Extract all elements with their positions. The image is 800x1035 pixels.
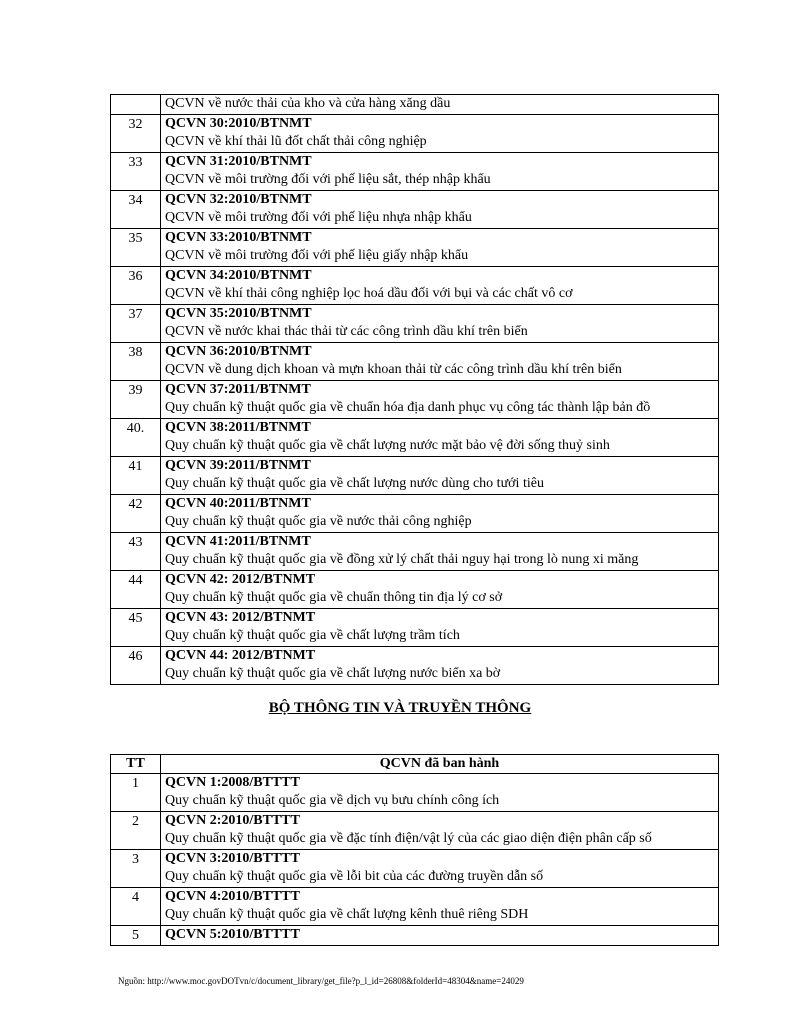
row-code: QCVN 42: 2012/BTNMT [165, 572, 316, 587]
row-number: 33 [111, 153, 161, 191]
table-row [111, 647, 719, 685]
row-number: 1 [111, 774, 161, 812]
table-row [111, 419, 719, 457]
row-number: 35 [111, 229, 161, 267]
row-code: QCVN 33:2010/BTNMT [165, 230, 312, 245]
table-row [111, 381, 719, 419]
row-number: 4 [111, 888, 161, 926]
row-number: 38 [111, 343, 161, 381]
row-description: QCVN về môi trường đối với phế liệu nhựa nhập khẩu [165, 210, 472, 225]
row-number: 5 [111, 926, 161, 946]
row-code: QCVN 39:2011/BTNMT [165, 458, 311, 473]
row-code: QCVN 35:2010/BTNMT [165, 306, 312, 321]
row-description: QCVN về nước khai thác thải từ các công trình dầu khí trên biển [165, 324, 528, 339]
row-number: 42 [111, 495, 161, 533]
table-row [111, 115, 719, 153]
row-number: 40. [111, 419, 161, 457]
row-description: Quy chuẩn kỹ thuật quốc gia về đặc tính điện/vật lý của các giao diện điện phân cấp số [165, 831, 652, 846]
row-description: Quy chuẩn kỹ thuật quốc gia về dịch vụ bưu chính công ích [165, 793, 500, 808]
table-row [111, 926, 719, 946]
row-code: QCVN 36:2010/BTNMT [165, 344, 312, 359]
table-row [111, 191, 719, 229]
section-title: BỘ THÔNG TIN VÀ TRUYỀN THÔNG [268, 700, 532, 716]
source-footer: Nguồn: http://www.moc.govDOTvn/c/document_library/get_file?p_l_id=26808&folderId=48304&name=24029 [118, 976, 524, 986]
table-row [111, 305, 719, 343]
row-description: Quy chuẩn kỹ thuật quốc gia về chất lượng nước biển xa bờ [165, 666, 501, 681]
table-row [111, 571, 719, 609]
row-description: Quy chuẩn kỹ thuật quốc gia về lỗi bit của các đường truyền dẫn số [165, 869, 544, 884]
table-row [111, 609, 719, 647]
row-number: 36 [111, 267, 161, 305]
row-description: Quy chuẩn kỹ thuật quốc gia về chất lượng nước dùng cho tưới tiêu [165, 476, 544, 491]
row-code: QCVN 44: 2012/BTNMT [165, 648, 316, 663]
row-code: QCVN 4:2010/BTTTT [165, 889, 300, 904]
row-description: Quy chuẩn kỹ thuật quốc gia về chất lượng trầm tích [165, 628, 460, 643]
row-code: QCVN 32:2010/BTNMT [165, 192, 312, 207]
table-row [111, 229, 719, 267]
row-number: 46 [111, 647, 161, 685]
table-row [111, 267, 719, 305]
row-number: 2 [111, 812, 161, 850]
row-number: 41 [111, 457, 161, 495]
row-number: 3 [111, 850, 161, 888]
table-row [111, 888, 719, 926]
table-row [111, 153, 719, 191]
table-row [111, 95, 719, 115]
row-number: 34 [111, 191, 161, 229]
row-number: 45 [111, 609, 161, 647]
row-description: QCVN về nước thải của kho và cửa hàng xăng dầu [161, 95, 719, 115]
row-description: QCVN về dung dịch khoan và mựn khoan thải từ các công trình dầu khí trên biển [165, 362, 622, 377]
row-description: Quy chuẩn kỹ thuật quốc gia về đồng xử lý chất thải nguy hại trong lò nung xi măng [165, 552, 639, 567]
btttt-standards-table [110, 754, 719, 946]
row-code: QCVN 34:2010/BTNMT [165, 268, 312, 283]
row-description: QCVN về môi trường đối với phế liệu giấy nhập khẩu [165, 248, 469, 263]
table-row [111, 343, 719, 381]
row-description: Quy chuẩn kỹ thuật quốc gia về chuẩn thông tin địa lý cơ sở [165, 590, 503, 605]
row-code: QCVN 40:2011/BTNMT [165, 496, 311, 511]
row-description: Quy chuẩn kỹ thuật quốc gia về chất lượng nước mặt bảo vệ đời sống thuỷ sinh [165, 438, 610, 453]
row-description: Quy chuẩn kỹ thuật quốc gia về nước thải công nghiệp [165, 514, 472, 529]
column-header-tt: TT [111, 755, 161, 774]
row-code: QCVN 43: 2012/BTNMT [165, 610, 316, 625]
row-code: QCVN 37:2011/BTNMT [165, 382, 311, 397]
row-code: QCVN 38:2011/BTNMT [165, 420, 311, 435]
table-row [111, 457, 719, 495]
row-code: QCVN 41:2011/BTNMT [165, 534, 311, 549]
table-row [111, 774, 719, 812]
row-number: 32 [111, 115, 161, 153]
row-code: QCVN 30:2010/BTNMT [165, 116, 312, 131]
row-code: QCVN 31:2010/BTNMT [165, 154, 312, 169]
row-description: Quy chuẩn kỹ thuật quốc gia về chất lượng kênh thuê riêng SDH [165, 907, 529, 922]
row-code: QCVN 2:2010/BTTTT [165, 813, 300, 828]
row-code: QCVN 1:2008/BTTTT [165, 775, 300, 790]
row-description: QCVN về khí thải công nghiệp lọc hoá dầu đối với bụi và các chất vô cơ [165, 286, 573, 301]
column-header-qcvn: QCVN đã ban hành [161, 755, 719, 774]
row-number: 44 [111, 571, 161, 609]
table-row [111, 812, 719, 850]
bttmt-standards-table [110, 94, 719, 685]
row-number: 39 [111, 381, 161, 419]
row-description: QCVN về môi trường đối với phế liệu sắt, thép nhập khẩu [165, 172, 491, 187]
row-number: 43 [111, 533, 161, 571]
table-row [111, 533, 719, 571]
table-row [111, 850, 719, 888]
row-description: Quy chuẩn kỹ thuật quốc gia về chuẩn hóa địa danh phục vụ công tác thành lập bản đồ [165, 400, 651, 415]
row-number: 37 [111, 305, 161, 343]
row-code: QCVN 3:2010/BTTTT [165, 851, 300, 866]
table-header-row [111, 755, 719, 774]
row-code: QCVN 5:2010/BTTTT [165, 927, 300, 942]
row-description: QCVN về khí thải lũ đốt chất thải công nghiệp [165, 134, 427, 149]
table-row [111, 495, 719, 533]
row-number [111, 95, 161, 115]
